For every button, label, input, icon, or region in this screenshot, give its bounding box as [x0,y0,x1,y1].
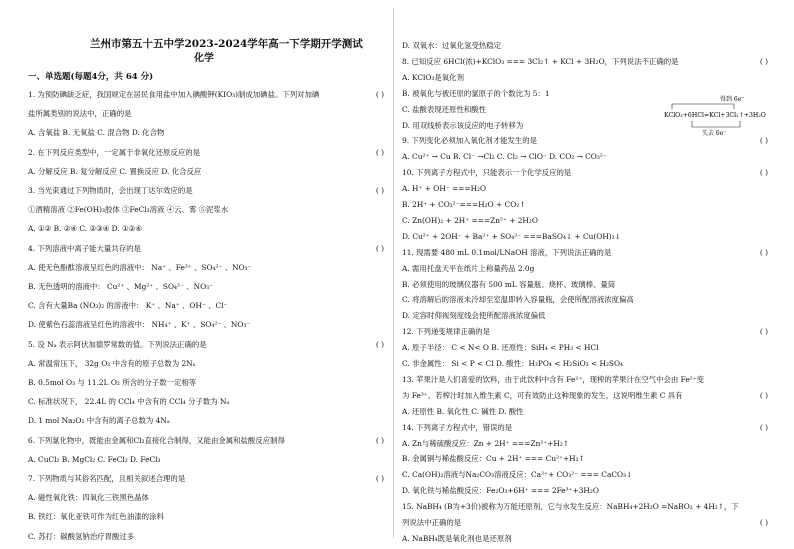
question-line: C. 苏打：碳酸氢钠治疗胃酸过多 [28,531,135,541]
answer-blank: ( ) [759,327,768,337]
question-line: 列说法中正确的是 [402,518,462,527]
column-divider [393,8,394,538]
question-line: C. 将溶解后的溶液未冷却至室温即转入容量瓶，会使所配溶液浓度偏高 [402,295,634,305]
question-line: 4. 下列溶液中离子能大量共存的是 [28,243,141,253]
gain-label: 得到 6e⁻ [720,96,745,103]
page-title: 兰州市第五十五中学2023-2024学年高一下学期开学测试 [90,38,363,50]
question-line: 1. 为预防碘缺乏症，我国规定在居民食用盐中加入碘酸钾(KIO₃)制成加碘盐。下列对加碘 [28,90,320,99]
answer-blank: ( ) [375,243,384,253]
question-line: A. 磁性氧化铁：四氧化三铁黑色晶体 [28,493,149,503]
question-line: B. 必须使用的玻璃仪器有 500 mL 容量瓶、烧杯、玻璃棒、量筒 [402,279,616,289]
question-line: 3. 当光束通过下列物质时，会出现丁达尔效应的是 [28,186,193,195]
question-line: B. 0.5mol O₃ 与 11.2L O₂ 所含的分子数一定相等 [28,378,197,387]
question-line: A. Cu²⁺ → Cu B. Cl⁻ →Cl₂ C. Cl₂ → ClO⁻ D. CO₂ → CO₃²⁻ [402,152,607,162]
reaction-equation: KClO₃+6HCl=KCl+3Cl₂↑+3H₂O [664,112,766,119]
question-line: D. 用双线桥表示该反应的电子转移为 [402,120,524,130]
question-line: A. CuCl₂ B. MgCl₂ C. FeCl₂ D. FeCl₃ [28,454,161,464]
question-line: A. H⁺ + OH⁻ ===H₂O [402,184,487,194]
question-line: A. NaBH₄既是氧化剂也是还原剂 [402,533,512,543]
question-line: A. 还原性 B. 氧化性 C. 碱性 D. 酸性 [402,406,524,416]
answer-blank: ( ) [759,56,768,66]
answer-blank: ( ) [375,339,384,349]
question-line: ①酒精溶液 ②Fe(OH)₃胶体 ③FeCl₃溶液 ④云、雾 ⑤泥浆水 [28,205,229,215]
question-line: A. 原子半径： C < N< O B. 还原性：SiH₄ < PH₃ < HCl [402,343,599,353]
section-heading: 一、单选题(每题4分，共 64 分) [28,72,154,82]
question-line: A. 使无色酚酞溶液呈红色的溶液中： Na⁺ 、Fe³⁺ 、SO₄²⁻ 、NO₃⁻ [28,262,252,272]
answer-blank: ( ) [375,474,384,483]
answer-blank: ( ) [759,390,768,400]
question-line: 为 Fe³⁺。若榨汁时加入维生素 C，可有效防止这种现象的发生，这说明维生素 C 具有 [402,390,683,400]
question-line: 8. 已知反应 6HCl(浓)+KClO₃ === 3Cl₂↑ + KCl + 3H₂O，下列说法不正确的是 [402,56,679,66]
question-line: 15. NaBH₄ (B为+3价)被称为万能还原剂，它与水发生反应：NaBH₄+2H₂O =NaBO₂ + 4H₂↑，下 [402,502,739,512]
answer-blank: ( ) [375,435,384,445]
question-line: 6. 下列氯化物中，既能由金属和Cl₂直接化合制得，又能由金属和盐酸反应制得 [28,435,285,445]
question-line: A. 含氧盐 B. 无氧盐 C. 混合物 D. 化合物 [28,128,165,138]
question-line: B. 金属铜与稀盐酸反应：Cu + 2H⁺ === Cu²⁺+H₂↑ [402,454,585,464]
loss-label: 失去 6e⁻ [702,130,727,137]
question-line: 7. 下列物质与其俗名匹配，且相关叙述合理的是 [28,474,186,483]
question-line: B. 2H⁺ + CO₃²⁻===H₂O + CO₂↑ [402,200,526,209]
question-line: C. Ca(OH)₂溶液与Na₂CO₃溶液反应：Ca²⁺+ CO₃²⁻ === CaCO₃↓ [402,470,633,480]
question-line: D. Cu²⁺ + 2OH⁻ + Ba²⁺ + SO₄²⁻ ===BaSO₄↓ + Cu(OH)₂↓ [402,231,621,241]
question-line: 盐所属类别的说法中，正确的是 [28,109,132,119]
question-line: 12. 下列递变规律正确的是 [402,327,491,337]
question-line: D. 定容时仰视刻度线会使所配溶液浓度偏低 [402,311,546,321]
question-line: A. 常温常压下， 32g O₂ 中含有的原子总数为 2Nₐ [28,358,196,368]
question-line: B. 被氧化与被还原的氯原子的个数比为 5：1 [402,88,550,98]
question-line: A. 分解反应 B. 复分解反应 C. 置换反应 D. 化合反应 [28,166,202,176]
right-column [402,0,768,549]
question-line: C. 标准状况下， 22.4L 的 CCl₄ 中含有的 CCl₄ 分子数为 Nₐ [28,397,230,407]
question-line: 11. 现需要 480 mL 0.1mol/LNaOH 溶液，下列说法正确的是 [402,247,612,257]
electron-transfer-diagram [662,92,772,138]
question-line: 2. 在下列反应类型中，一定属于非氧化还原反应的是 [28,147,200,157]
answer-blank: ( ) [759,518,768,527]
question-line: D. 氧化铁与稀盐酸反应：Fe₂O₃+6H⁺ === 2Fe³⁺+3H₂O [402,486,599,496]
question-line: 5. 设 Nₐ 表示阿伏加德罗常数的值。下列说法正确的是 [28,339,207,349]
left-column [28,0,384,549]
answer-blank: ( ) [375,90,384,99]
answer-blank: ( ) [375,186,384,195]
answer-blank: ( ) [759,422,768,432]
subject-heading: 化学 [194,53,214,64]
question-line: 14. 下列离子方程式中，错误的是 [402,422,513,432]
question-line: A. KClO₃是氧化剂 [402,72,464,82]
question-line: D. 使紫色石蕊溶液呈红色的溶液中： NH₄⁺ 、K⁺ 、SO₄²⁻ 、NO₃⁻ [28,320,251,330]
question-line: C. Zn(OH)₂ + 2H⁺ ===Zn²⁺ + 2H₂O [402,215,538,225]
question-line: C. 非金属性： Si < P < Cl D. 酸性：H₃PO₄ < H₂SiO₃ < H₂SO₄ [402,359,624,368]
answer-blank: ( ) [759,247,768,257]
question-line: C. 盐酸表现还原性和酸性 [402,104,486,114]
question-line: B. 无色透明的溶液中： Cu²⁺ 、Mg²⁺ 、SO₄²⁻ 、NO₃⁻ [28,282,213,291]
loss-bridge [692,121,740,127]
answer-blank: ( ) [759,136,768,146]
question-line: 13. 苹果汁是人们喜爱的饮料，由于此饮料中含有 Fe²⁺，现榨的苹果汁在空气中会由 Fe²⁺变 [402,374,705,384]
question-line: D. 1 mol Na₂O₂ 中含有的离子总数为 4Nₐ [28,416,170,426]
question-line: A. 需用托盘天平在纸片上称量药品 2.0g [402,263,535,273]
question-line: 9. 下列变化必须加入氧化剂才能发生的是 [402,136,538,146]
question-line: D. 双氧水：过氧化氢受热稳定 [402,41,502,50]
question-line: A. ①② B. ②④ C. ②③④ D. ①②④ [28,224,142,234]
question-line: 10. 下列离子方程式中，只能表示一个化学反应的是 [402,168,572,178]
question-line: C. 含有大量Ba (NO₃)₂ 的溶液中： K⁺ 、Na⁺ 、OH⁻ 、Cl⁻ [28,301,228,311]
gain-bridge [672,104,734,109]
answer-blank: ( ) [375,147,384,157]
question-line: B. 铁红：氧化亚铁可作为红色油漆的涂料 [28,512,164,522]
answer-blank: ( ) [759,168,768,178]
double-bridge-svg [662,92,772,138]
question-line: A. Zn与稀硫酸反应：Zn + 2H⁺ ===Zn²⁺+H₂↑ [402,438,569,448]
